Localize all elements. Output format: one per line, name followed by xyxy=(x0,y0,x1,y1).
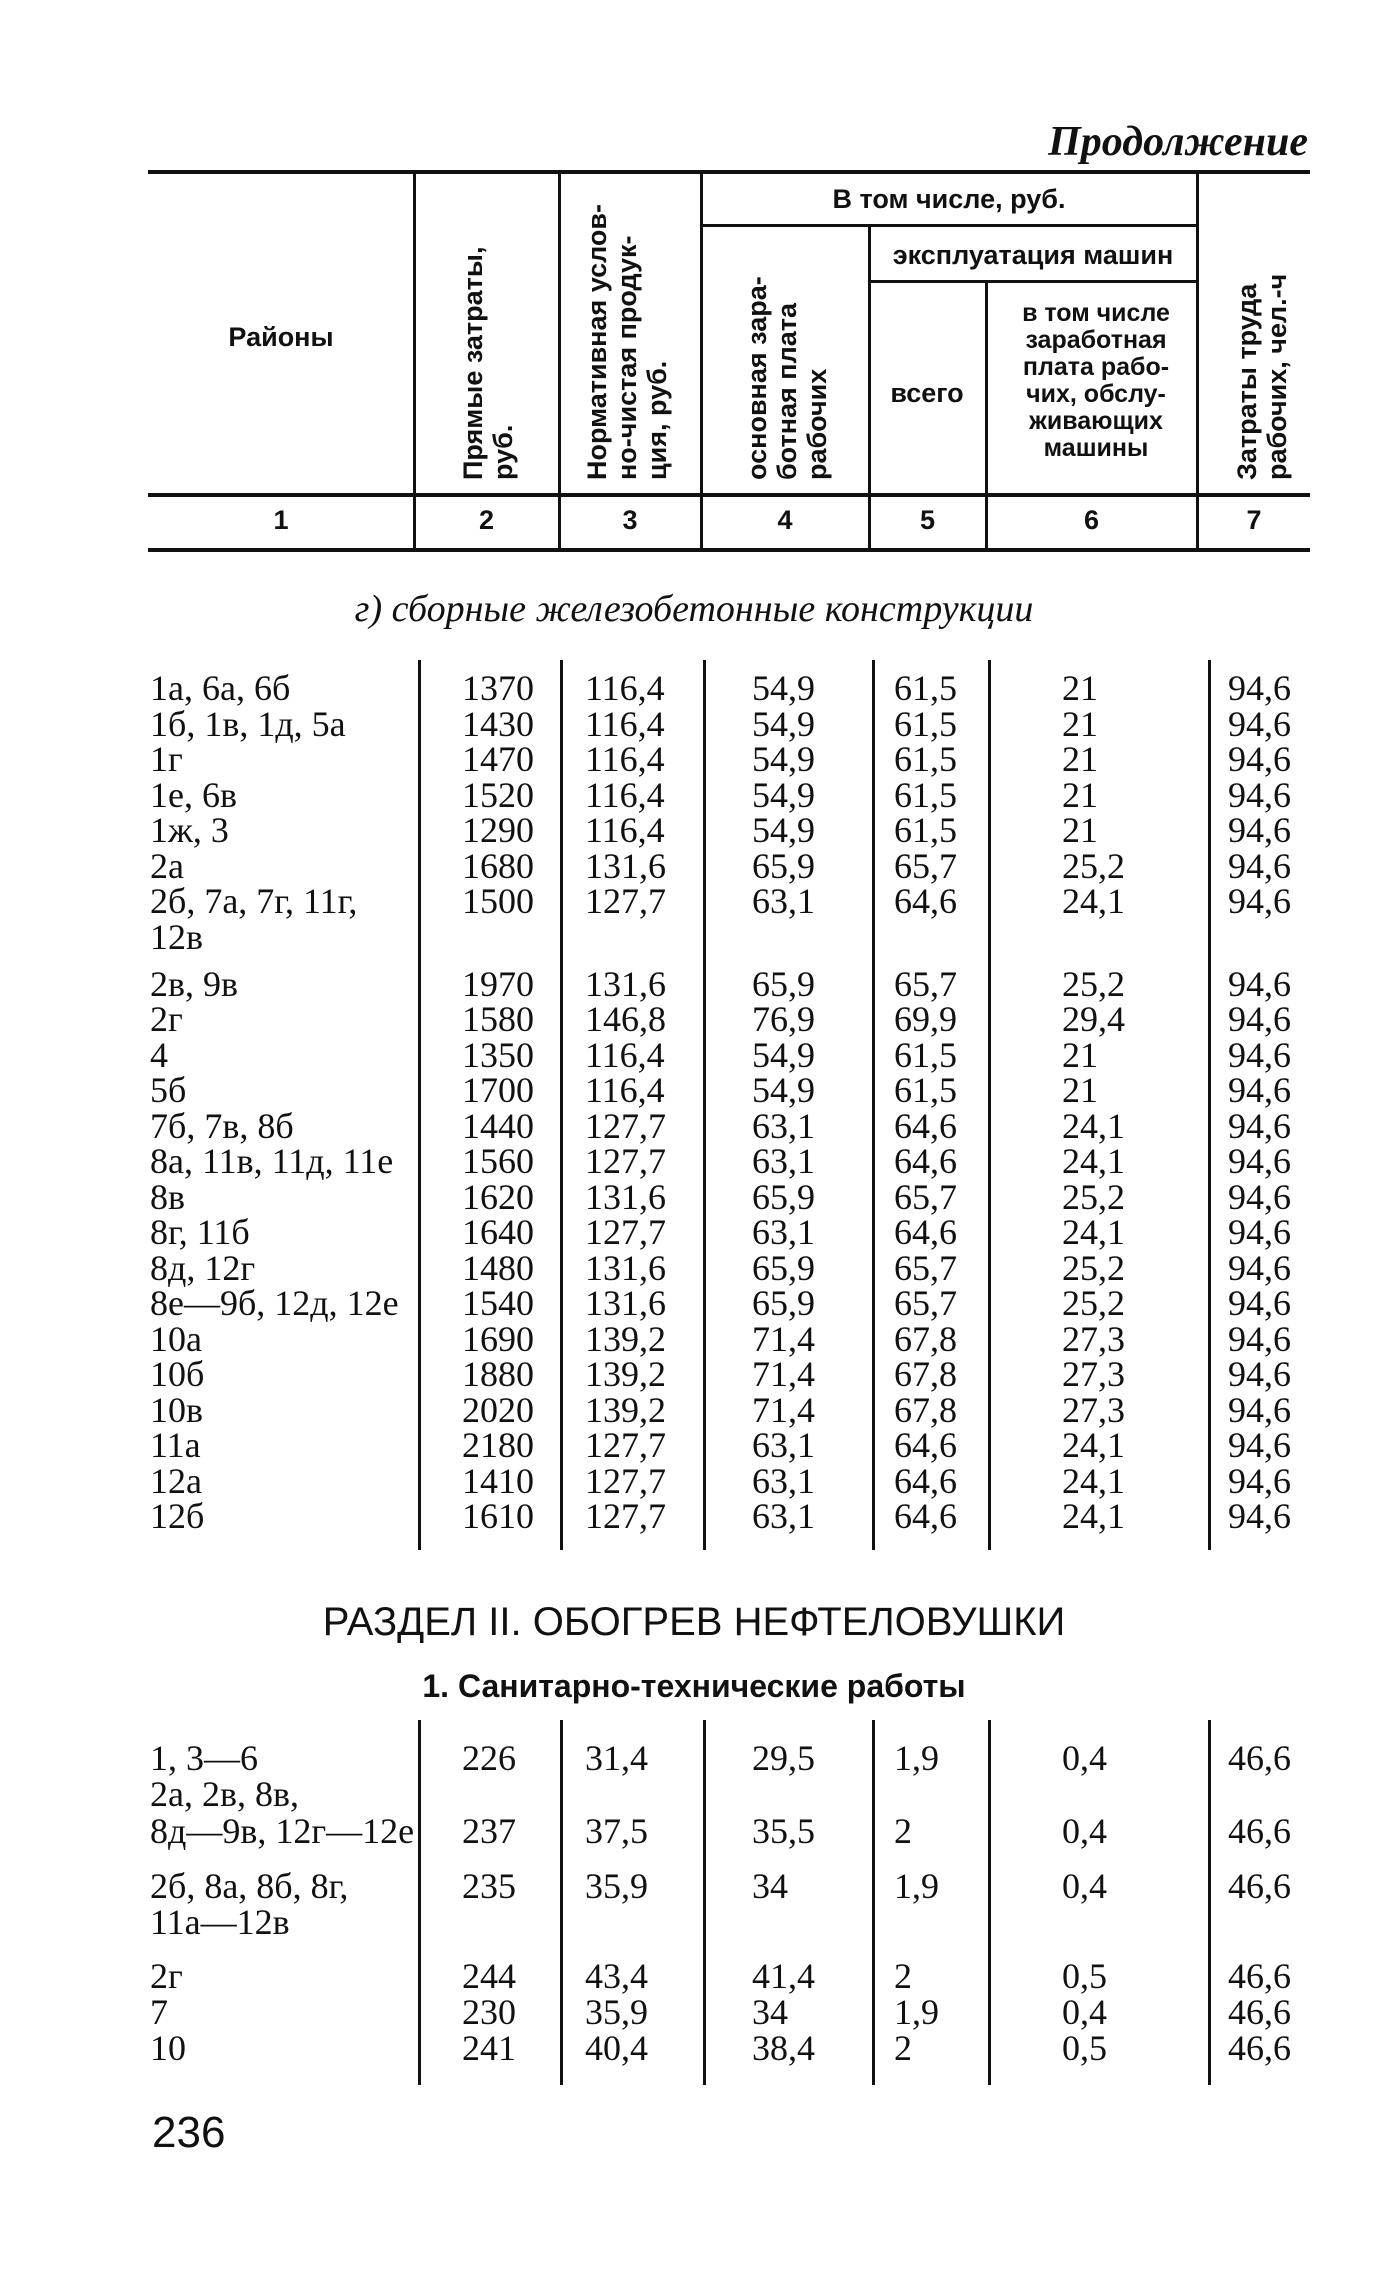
table-cell: 116,4 xyxy=(585,810,665,850)
table-cell: 2б, 7а, 7г, 11г, xyxy=(150,881,358,921)
table-cell: 40,4 xyxy=(585,2028,648,2068)
table-cell: 1680 xyxy=(462,845,534,886)
table-cell: 1430 xyxy=(462,703,534,744)
table-cell: 1700 xyxy=(462,1070,534,1110)
table-cell: 24,1 xyxy=(1062,1460,1125,1501)
table-cell: 67,8 xyxy=(894,1318,957,1359)
table-row xyxy=(0,741,1388,777)
table-cell: 63,1 xyxy=(752,1212,815,1252)
table-cell: 127,7 xyxy=(585,1105,666,1146)
table-cell: 35,9 xyxy=(585,1866,648,1906)
table-cell: 1690 xyxy=(462,1318,534,1359)
table-cell: 54,9 xyxy=(752,810,815,850)
table-cell: 65,9 xyxy=(752,1176,815,1217)
table-row xyxy=(0,1813,1388,1849)
table-cell: 64,6 xyxy=(894,881,957,921)
table-cell: 41,4 xyxy=(752,1956,815,1996)
table-cell: 37,5 xyxy=(585,1811,648,1851)
table-cell: 1970 xyxy=(462,963,534,1004)
table-cell: 94,6 xyxy=(1228,1318,1291,1359)
table-cell: 61,5 xyxy=(894,1034,957,1075)
table-row xyxy=(0,703,1388,744)
table-cell: 21 xyxy=(1062,810,1098,850)
page-number: 236 xyxy=(152,2108,226,2157)
table-cell: 21 xyxy=(1062,1034,1098,1075)
section2-title: РАЗДЕЛ II. ОБОГРЕВ НЕФТЕЛОВУШКИ xyxy=(322,1600,1066,1644)
table-row xyxy=(0,2030,1388,2066)
table-cell: 1640 xyxy=(462,1212,534,1252)
table-row xyxy=(0,916,1388,957)
table-cell: 61,5 xyxy=(894,703,957,744)
table-cell: 43,4 xyxy=(585,1956,648,1996)
table-cell: 94,6 xyxy=(1228,668,1291,708)
col-number-3: 3 xyxy=(622,505,638,535)
table-row xyxy=(0,1740,1388,1776)
col-number-6: 6 xyxy=(1083,505,1100,535)
table-cell: 54,9 xyxy=(752,739,815,779)
table-cell: 244 xyxy=(462,1956,516,1996)
table-cell: 25,2 xyxy=(1062,1283,1125,1323)
table-cell: 63,1 xyxy=(752,1141,815,1181)
table-cell: 94,6 xyxy=(1228,963,1291,1004)
table-cell: 54,9 xyxy=(752,703,815,744)
table-cell: 67,8 xyxy=(894,1389,957,1430)
table-cell: 71,4 xyxy=(752,1389,815,1430)
table-cell: 8г, 11б xyxy=(150,1212,250,1252)
table-cell: 1,9 xyxy=(894,1866,939,1906)
table-cell: 61,5 xyxy=(894,1070,957,1110)
table-cell: 46,6 xyxy=(1228,1866,1291,1906)
table-cell: 24,1 xyxy=(1062,881,1125,921)
table-cell: 12б xyxy=(150,1496,205,1536)
table-cell: 7 xyxy=(150,1992,168,2032)
header-direct-costs: Прямые затраты, руб. xyxy=(458,246,518,480)
table-cell: 94,6 xyxy=(1228,999,1291,1039)
table-cell: 29,5 xyxy=(752,1738,815,1778)
header-group: В том числе, руб. xyxy=(832,184,1066,214)
table-cell: 139,2 xyxy=(585,1354,666,1394)
table-row xyxy=(0,1318,1388,1359)
table-row xyxy=(0,1498,1388,1534)
table-row xyxy=(0,1460,1388,1501)
table-cell: 10а xyxy=(150,1318,202,1359)
table-cell: 94,6 xyxy=(1228,1460,1291,1501)
header-labor-costs: Затраты труда рабочих, чел.-ч xyxy=(1232,273,1292,480)
table-cell: 29,4 xyxy=(1062,999,1125,1039)
table-cell: 12в xyxy=(150,916,203,957)
table-cell: 8д—9в, 12г—12е xyxy=(150,1811,415,1851)
table-cell: 46,6 xyxy=(1228,1956,1291,1996)
table-cell: 94,6 xyxy=(1228,1389,1291,1430)
table-cell: 65,7 xyxy=(894,845,957,886)
table-row xyxy=(0,845,1388,886)
table-cell: 63,1 xyxy=(752,881,815,921)
table-cell: 63,1 xyxy=(752,1460,815,1501)
table-cell: 2 xyxy=(894,2028,912,2068)
table-cell: 1520 xyxy=(462,774,534,815)
table-cell: 54,9 xyxy=(752,1034,815,1075)
table-cell: 63,1 xyxy=(752,1425,815,1465)
group-rule xyxy=(702,224,1196,227)
table-cell: 21 xyxy=(1062,703,1098,744)
table-cell: 1г xyxy=(150,739,183,779)
table-cell: 94,6 xyxy=(1228,881,1291,921)
table-cell: 69,9 xyxy=(894,999,957,1039)
table-cell: 0,4 xyxy=(1062,1738,1107,1778)
table-cell: 0,5 xyxy=(1062,2028,1107,2068)
table-cell: 94,6 xyxy=(1228,845,1291,886)
table-cell: 94,6 xyxy=(1228,810,1291,850)
table-cell: 65,7 xyxy=(894,1283,957,1323)
table-cell: 4 xyxy=(150,1034,168,1075)
table-cell: 1290 xyxy=(462,810,534,850)
header-normative-product: Нормативная услов-но-чистая продук-ция, руб. xyxy=(582,204,672,480)
table-row xyxy=(0,1427,1388,1463)
header-bottom-rule xyxy=(148,493,1310,497)
table-cell: 2а xyxy=(150,845,184,886)
table-cell: 25,2 xyxy=(1062,963,1125,1004)
table-cell: 1880 xyxy=(462,1354,534,1394)
table-cell: 65,9 xyxy=(752,845,815,886)
table-cell: 12а xyxy=(150,1460,202,1501)
table-cell: 65,7 xyxy=(894,963,957,1004)
table-cell: 8а, 11в, 11д, 11е xyxy=(150,1141,394,1181)
table-cell: 1540 xyxy=(462,1283,534,1323)
table-cell: 1,9 xyxy=(894,1992,939,2032)
table-cell: 76,9 xyxy=(752,999,815,1039)
subgroup-rule xyxy=(868,280,1196,283)
table-row xyxy=(0,1105,1388,1146)
table-cell: 27,3 xyxy=(1062,1354,1125,1394)
table-cell: 1350 xyxy=(462,1034,534,1075)
col-number-5: 5 xyxy=(919,505,936,535)
table-cell: 131,6 xyxy=(585,1247,666,1288)
table-cell: 0,4 xyxy=(1062,1811,1107,1851)
col-number-4: 4 xyxy=(777,505,793,535)
header-vline-3 xyxy=(700,172,703,550)
table-cell: 63,1 xyxy=(752,1105,815,1146)
table-row xyxy=(0,1389,1388,1430)
col-number-2: 2 xyxy=(478,505,495,535)
table-cell: 94,6 xyxy=(1228,1141,1291,1181)
table-cell: 24,1 xyxy=(1062,1141,1125,1181)
header-districts: Районы xyxy=(228,322,334,352)
table-cell: 226 xyxy=(462,1738,516,1778)
table-cell: 35,5 xyxy=(752,1811,815,1851)
table-row xyxy=(0,1072,1388,1108)
table-cell: 2а, 2в, 8в, xyxy=(150,1774,299,1814)
table-cell: 21 xyxy=(1062,668,1098,708)
table-cell: 11а—12в xyxy=(150,1902,290,1942)
table-cell: 64,6 xyxy=(894,1141,957,1181)
header-vline-2 xyxy=(558,172,561,550)
table-cell: 127,7 xyxy=(585,1460,666,1501)
table-cell: 94,6 xyxy=(1228,1176,1291,1217)
table-cell: 1ж, 3 xyxy=(150,810,229,850)
table-cell: 8в xyxy=(150,1176,185,1217)
table-cell: 24,1 xyxy=(1062,1105,1125,1146)
table-cell: 116,4 xyxy=(585,703,665,744)
table-cell: 1610 xyxy=(462,1496,534,1536)
table-cell: 94,6 xyxy=(1228,1212,1291,1252)
section2-subtitle: 1. Санитарно-технические работы xyxy=(422,1668,966,1704)
header-machine-wage: в том числе заработная плата рабо-чих, обслу-живающих машины xyxy=(1022,299,1170,462)
table-cell: 34 xyxy=(752,1866,788,1906)
table-cell: 63,1 xyxy=(752,1496,815,1536)
table-cell: 235 xyxy=(462,1866,516,1906)
table-cell: 61,5 xyxy=(894,668,957,708)
table-row xyxy=(0,1176,1388,1217)
table-cell: 38,4 xyxy=(752,2028,815,2068)
table-cell: 1а, 6а, 6б xyxy=(150,668,291,708)
table-cell: 46,6 xyxy=(1228,1811,1291,1851)
table-cell: 65,9 xyxy=(752,1283,815,1323)
table-cell: 1620 xyxy=(462,1176,534,1217)
table-cell: 94,6 xyxy=(1228,1105,1291,1146)
table-cell: 131,6 xyxy=(585,845,666,886)
section-g-title: г) сборные железобетонные конструкции xyxy=(354,588,1034,630)
table-cell: 46,6 xyxy=(1228,1738,1291,1778)
table-cell: 21 xyxy=(1062,1070,1098,1110)
table-cell: 5б xyxy=(150,1070,187,1110)
table-cell: 94,6 xyxy=(1228,1425,1291,1465)
table-cell: 146,8 xyxy=(585,999,666,1039)
table-cell: 94,6 xyxy=(1228,1034,1291,1075)
table-cell: 25,2 xyxy=(1062,845,1125,886)
continuation-label: Продолжение xyxy=(1048,119,1308,165)
table-cell: 64,6 xyxy=(894,1105,957,1146)
table-cell: 0,4 xyxy=(1062,1992,1107,2032)
table-cell: 94,6 xyxy=(1228,1354,1291,1394)
table-cell: 67,8 xyxy=(894,1354,957,1394)
table-row xyxy=(0,1001,1388,1037)
table-cell: 65,7 xyxy=(894,1247,957,1288)
table-cell: 10б xyxy=(150,1354,205,1394)
table-cell: 64,6 xyxy=(894,1460,957,1501)
table-cell: 54,9 xyxy=(752,774,815,815)
table-cell: 139,2 xyxy=(585,1389,666,1430)
table-cell: 10 xyxy=(150,2028,186,2068)
table-cell: 94,6 xyxy=(1228,703,1291,744)
table-cell: 230 xyxy=(462,1992,516,2032)
table-cell: 24,1 xyxy=(1062,1425,1125,1465)
table-cell: 94,6 xyxy=(1228,1070,1291,1110)
table-cell: 2180 xyxy=(462,1425,534,1465)
table-cell: 116,4 xyxy=(585,739,665,779)
table-cell: 11а xyxy=(150,1425,201,1465)
table-cell: 1,9 xyxy=(894,1738,939,1778)
table-row xyxy=(0,1214,1388,1250)
table-cell: 2 xyxy=(894,1811,912,1851)
table-cell: 1410 xyxy=(462,1460,534,1501)
table-row xyxy=(0,1247,1388,1288)
table-row xyxy=(0,774,1388,815)
header-total: всего xyxy=(890,378,964,408)
table-cell: 46,6 xyxy=(1228,1992,1291,2032)
table-cell: 2г xyxy=(150,1956,183,1996)
table-cell: 61,5 xyxy=(894,810,957,850)
table-cell: 94,6 xyxy=(1228,774,1291,815)
table-cell: 0,4 xyxy=(1062,1866,1107,1906)
table-cell: 64,6 xyxy=(894,1212,957,1252)
table-cell: 2 xyxy=(894,1956,912,1996)
table-cell: 25,2 xyxy=(1062,1176,1125,1217)
table-row xyxy=(0,1285,1388,1321)
table-row xyxy=(0,670,1388,706)
table-cell: 94,6 xyxy=(1228,1496,1291,1536)
table-cell: 94,6 xyxy=(1228,1283,1291,1323)
table-cell: 24,1 xyxy=(1062,1212,1125,1252)
table-cell: 127,7 xyxy=(585,1141,666,1181)
table-cell: 7б, 7в, 8б xyxy=(150,1105,294,1146)
table-cell: 127,7 xyxy=(585,881,666,921)
table-cell: 2б, 8а, 8б, 8г, xyxy=(150,1866,349,1906)
table-cell: 27,3 xyxy=(1062,1389,1125,1430)
table-cell: 131,6 xyxy=(585,963,666,1004)
table-cell: 241 xyxy=(462,2028,516,2068)
table-cell: 127,7 xyxy=(585,1425,666,1465)
table-cell: 65,7 xyxy=(894,1176,957,1217)
table-cell: 116,4 xyxy=(585,1070,665,1110)
table-cell: 54,9 xyxy=(752,1070,815,1110)
table-cell: 116,4 xyxy=(585,1034,665,1075)
table-cell: 61,5 xyxy=(894,739,957,779)
table-cell: 237 xyxy=(462,1811,516,1851)
table-cell: 1440 xyxy=(462,1105,534,1146)
header-top-rule xyxy=(148,170,1310,174)
table-cell: 1б, 1в, 1д, 5а xyxy=(150,703,346,744)
header-vline-1 xyxy=(413,172,416,550)
table-cell: 116,4 xyxy=(585,668,665,708)
table-cell: 1е, 6в xyxy=(150,774,237,815)
table-cell: 1480 xyxy=(462,1247,534,1288)
table-cell: 64,6 xyxy=(894,1425,957,1465)
table-cell: 34 xyxy=(752,1992,788,2032)
table-cell: 54,9 xyxy=(752,668,815,708)
table-cell: 71,4 xyxy=(752,1318,815,1359)
table-cell: 1560 xyxy=(462,1141,534,1181)
table-cell: 94,6 xyxy=(1228,1247,1291,1288)
table-cell: 71,4 xyxy=(752,1354,815,1394)
numbers-bottom-rule xyxy=(148,548,1310,552)
table-row xyxy=(0,1776,1388,1812)
table-cell: 94,6 xyxy=(1228,739,1291,779)
header-base-wage: основная зара-ботная плата рабочих xyxy=(742,276,832,480)
table-cell: 127,7 xyxy=(585,1212,666,1252)
table-row xyxy=(0,1994,1388,2030)
table-cell: 1500 xyxy=(462,881,534,921)
table-cell: 139,2 xyxy=(585,1318,666,1359)
table-cell: 65,9 xyxy=(752,963,815,1004)
table-cell: 21 xyxy=(1062,739,1098,779)
table-cell: 24,1 xyxy=(1062,1496,1125,1536)
table-cell: 8д, 12г xyxy=(150,1247,256,1288)
table-cell: 21 xyxy=(1062,774,1098,815)
table-cell: 0,5 xyxy=(1062,1956,1107,1996)
table-cell: 65,9 xyxy=(752,1247,815,1288)
header-vline-6 xyxy=(1196,172,1199,550)
table-row xyxy=(0,1868,1388,1904)
header-machine-operation: эксплуатация машин xyxy=(892,240,1174,270)
table-row xyxy=(0,1034,1388,1075)
table-cell: 25,2 xyxy=(1062,1247,1125,1288)
table-cell: 27,3 xyxy=(1062,1318,1125,1359)
table-cell: 35,9 xyxy=(585,1992,648,2032)
table-cell: 1370 xyxy=(462,668,534,708)
table-cell: 2020 xyxy=(462,1389,534,1430)
table-cell: 8е—9б, 12д, 12е xyxy=(150,1283,399,1323)
col-number-1: 1 xyxy=(273,505,289,535)
col-number-7: 7 xyxy=(1246,505,1262,535)
table-cell: 31,4 xyxy=(585,1738,648,1778)
table-cell: 127,7 xyxy=(585,1496,666,1536)
table-row xyxy=(0,1356,1388,1392)
table-row xyxy=(0,1958,1388,1994)
table-row xyxy=(0,1143,1388,1179)
table-cell: 61,5 xyxy=(894,774,957,815)
table-cell: 116,4 xyxy=(585,774,665,815)
table-row xyxy=(0,812,1388,848)
table-cell: 10в xyxy=(150,1389,203,1430)
table-cell: 1, 3—6 xyxy=(150,1738,258,1778)
table-cell: 131,6 xyxy=(585,1176,666,1217)
table-row xyxy=(0,963,1388,1004)
table-row xyxy=(0,883,1388,919)
table-cell: 1470 xyxy=(462,739,534,779)
table-cell: 64,6 xyxy=(894,1496,957,1536)
table-cell: 46,6 xyxy=(1228,2028,1291,2068)
table-cell: 1580 xyxy=(462,999,534,1039)
table-row xyxy=(0,1904,1388,1940)
table-cell: 2г xyxy=(150,999,183,1039)
table-cell: 131,6 xyxy=(585,1283,666,1323)
table-cell: 2в, 9в xyxy=(150,963,238,1004)
